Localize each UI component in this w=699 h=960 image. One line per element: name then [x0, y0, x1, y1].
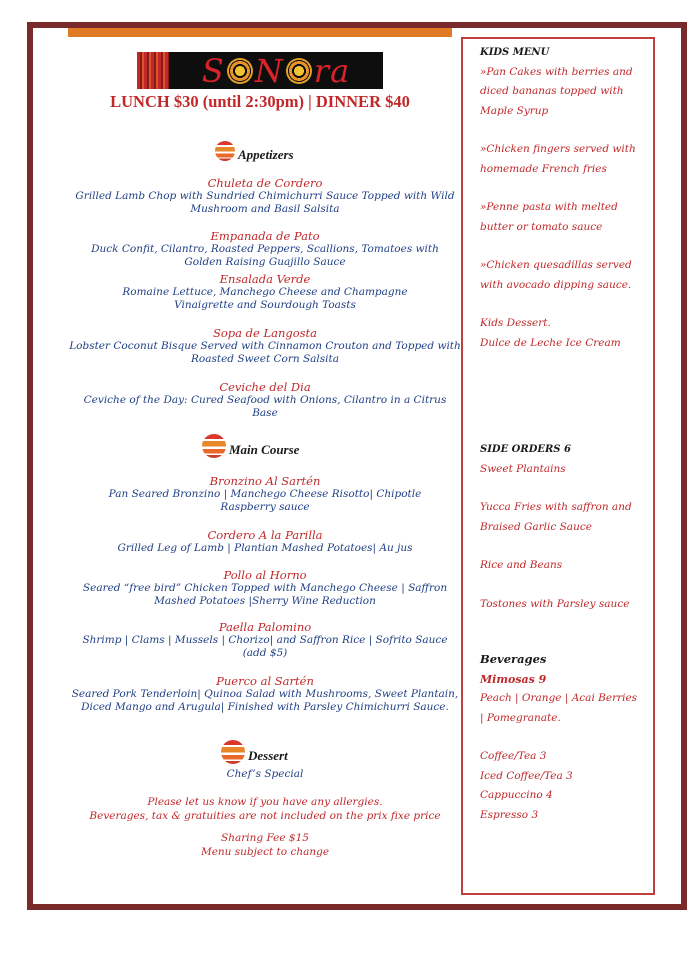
menu-item [50, 229, 480, 269]
menu-item [50, 380, 480, 420]
logo-stripe [137, 52, 169, 89]
dish-name: Cordero A la Parilla [207, 528, 323, 542]
drink-item: Iced Coffee/Tea 3 [480, 769, 573, 782]
sun-stripe-icon [221, 740, 245, 764]
logo-letter-n: N [254, 51, 284, 90]
kids-menu [480, 43, 640, 353]
kids-item: »Penne pasta with melted butter or tomato sauce [480, 201, 618, 233]
sun-icon [227, 58, 253, 84]
sun-stripe-icon [215, 141, 235, 161]
dish-name: Ceviche del Dia [219, 380, 311, 394]
sun-icon [286, 58, 312, 84]
kids-item: »Chicken quesadillas served with avocado dipping sauce. [480, 259, 632, 291]
kids-item: »Pan Cakes with berries and diced bananas topped with Maple Syrup [480, 65, 633, 117]
dish-name: Sopa de Langosta [212, 326, 318, 340]
beverages [480, 650, 640, 825]
kids-dessert-label: Kids Dessert. [480, 317, 551, 329]
dish-description: Lobster Coconut Bisque Served with Cinnamon Crouton and Topped with Roasted Sweet Corn Salsita [69, 340, 461, 365]
note-subject-change: Menu subject to change [200, 846, 330, 858]
side-item: Sweet Plantains [480, 462, 566, 475]
logo-wordmark [169, 52, 383, 90]
side-orders-title: SIDE ORDERS 6 [480, 444, 571, 455]
kids-item: »Chicken fingers served with homemade French fries [480, 143, 636, 175]
beverages-title: Beverages [480, 652, 547, 666]
dish-description: Ceviche of the Day: Cured Seafood with Onions, Cilantro in a Citrus Base [83, 394, 447, 419]
appetizers-heading [215, 139, 294, 163]
side-item: Yucca Fries with saffron and Braised Garlic Sauce [480, 501, 632, 533]
section-title: Appetizers [238, 147, 294, 162]
dessert-special [50, 768, 480, 781]
sun-stripe-icon [202, 434, 226, 458]
dish-name: Puerco al Sartén [216, 674, 314, 688]
dish-description: Shrimp | Clams | Mussels | Chorizo| and Saffron Rice | Sofrito Sauce (add $5) [82, 634, 448, 659]
mimosa-flavors: Peach | Orange | Acai Berries | Pomegranate. [480, 692, 638, 724]
dish-name: Paella Palomino [218, 620, 312, 634]
note-prix-fixe: Beverages, tax & gratuities are not included on the prix fixe price [89, 810, 441, 822]
dish-description: Seared Pork Tenderloin| Quinoa Salad with Mushrooms, Sweet Plantain, Diced Mango and Arugula| Finished with Parsley Chimichurri Sauce. [71, 688, 459, 713]
dish-name: Empanada de Pato [210, 229, 320, 243]
menu-item [50, 528, 480, 555]
allergy-notes [50, 795, 480, 823]
section-title: Main Course [229, 442, 300, 457]
dessert-subtitle: Chef’s Special [226, 768, 304, 780]
drink-item: Espresso 3 [480, 808, 539, 821]
mimosas-price: Mimosas 9 [480, 672, 547, 686]
menu-item [50, 176, 480, 216]
menu-item [50, 326, 480, 366]
logo-letters-ra: ra [313, 51, 351, 90]
dish-description: Grilled Lamb Chop with Sundried Chimichurri Sauce Topped with Wild Mushroom and Basil Salsita [75, 190, 455, 215]
note-sharing-fee: Sharing Fee $15 [221, 832, 309, 844]
dish-description: Grilled Leg of Lamb | Plantian Mashed Potatoes| Au jus [117, 542, 413, 554]
menu-item [50, 620, 480, 660]
dish-name: Bronzino Al Sartén [209, 474, 321, 488]
dish-description: Pan Seared Bronzino | Manchego Cheese Risotto| Chipotle Raspberry sauce [108, 488, 422, 513]
sonora-logo [137, 52, 383, 89]
fee-notes [50, 831, 480, 859]
drink-item: Coffee/Tea 3 [480, 750, 547, 762]
dish-name: Chuleta de Cordero [207, 176, 323, 190]
top-accent-bar [68, 28, 452, 37]
prix-fixe-prices: LUNCH $30 (until 2:30pm) | DINNER $40 [110, 92, 410, 111]
dessert-heading [221, 740, 288, 764]
dish-description: Duck Confit, Cilantro, Roasted Peppers, Scallions, Tomatoes with Golden Raising Guajillo Sauce [91, 243, 439, 268]
side-item: Rice and Beans [480, 559, 563, 571]
main-course-heading [202, 434, 299, 458]
side-orders [480, 440, 640, 614]
menu-item [50, 568, 480, 608]
logo-letter-s: S [201, 51, 225, 90]
dish-name: Ensalada Verde [219, 272, 311, 286]
kids-menu-title: KIDS MENU [480, 47, 550, 58]
kids-dessert: Dulce de Leche Ice Cream [480, 336, 621, 349]
side-item: Tostones with Parsley sauce [480, 597, 630, 610]
note-allergies: Please let us know if you have any allergies. [147, 796, 383, 808]
section-title: Dessert [248, 748, 288, 763]
dish-description: Romaine Lettuce, Manchego Cheese and Champagne Vinaigrette and Sourdough Toasts [122, 286, 408, 311]
dish-name: Pollo al Horno [223, 568, 307, 582]
drink-item: Cappuccino 4 [480, 789, 553, 801]
menu-item [50, 272, 480, 312]
dish-description: Seared “free bird” Chicken Topped with Manchego Cheese | Saffron Mashed Potatoes |Sherry Wine Reduction [82, 582, 448, 607]
menu-item [50, 474, 480, 514]
menu-item [50, 674, 480, 714]
